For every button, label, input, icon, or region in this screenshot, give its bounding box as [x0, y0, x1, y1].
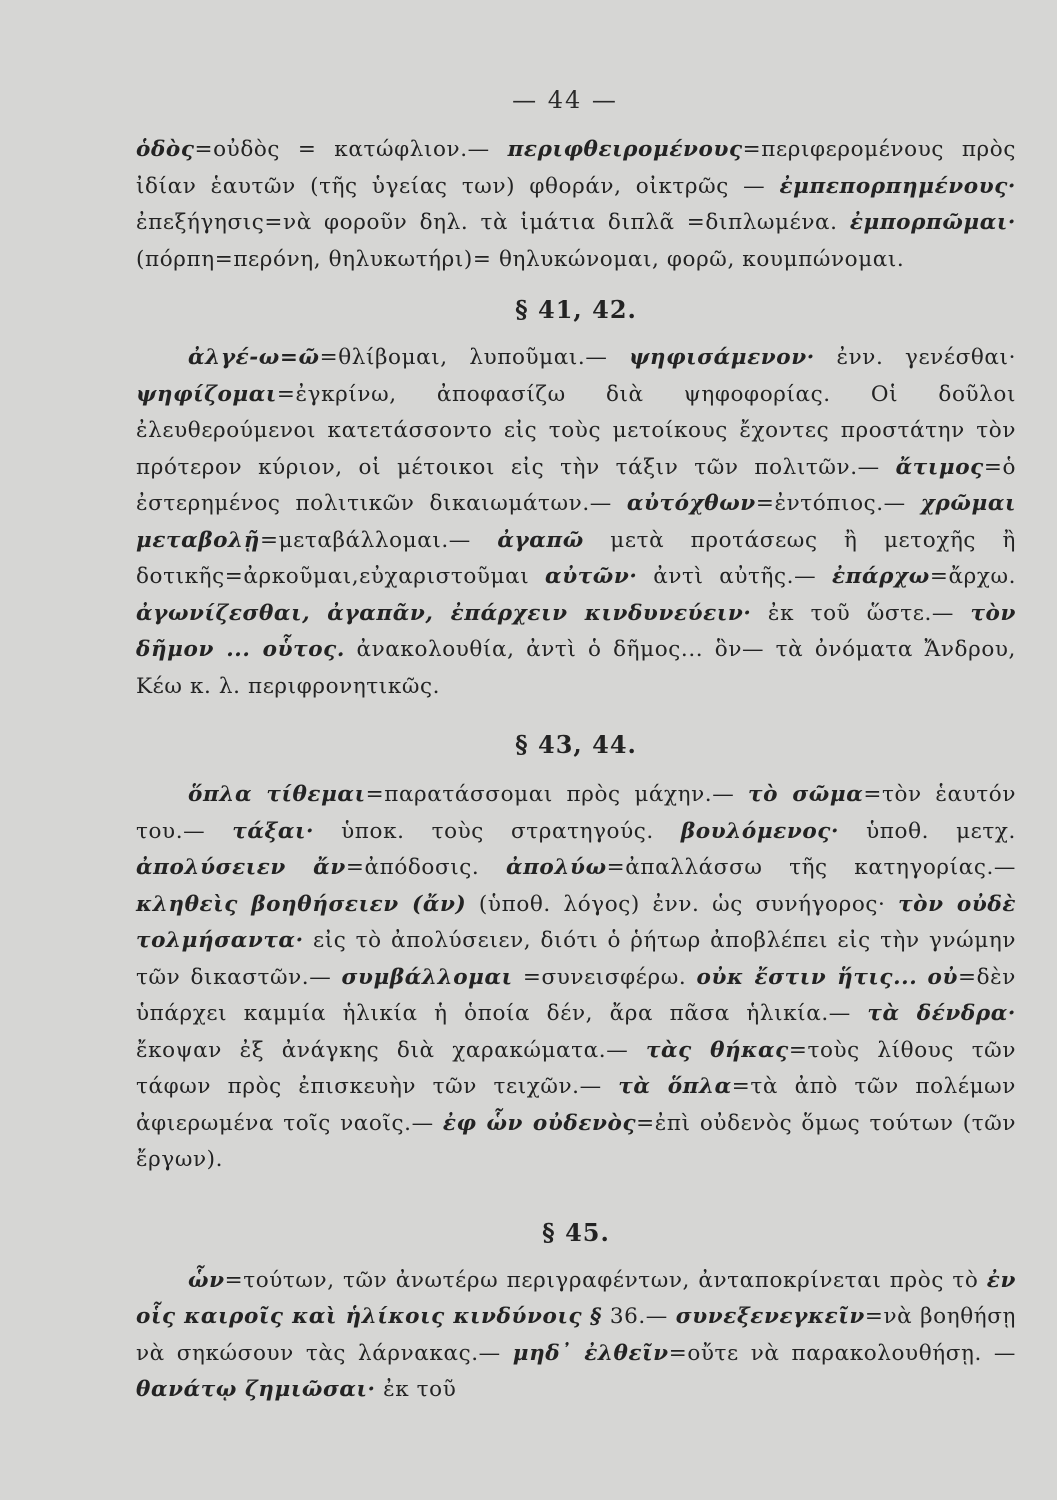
glossary-explanation: ὑποθ. μετχ. — [839, 818, 1016, 844]
glossary-explanation: =ἀπόδοσις. — [345, 855, 506, 880]
glossary-term: ἐμπορπῶμαι· — [849, 210, 1016, 235]
glossary-term: ἀλγέ-ω=ῶ — [188, 345, 320, 370]
section-heading-41-42: § 41, 42. — [515, 295, 637, 324]
glossary-explanation: =ἐπὶ οὐδενὸς ὅμως τούτων (τῶν ἔργων). — [136, 1110, 1017, 1172]
glossary-term: ψηφισάμενον· — [629, 345, 815, 370]
glossary-explanation: =δὲν ὑπάρχει καμμία ἡλικία ἡ ὁποία δέν, ἄρα πᾶσα ἡλικία.— — [136, 964, 1016, 1026]
glossary-paragraph-intro — [136, 132, 1016, 278]
glossary-explanation: ἀνακολουθία, ἀντὶ ὁ δῆμος... ὃν— τὰ ὀνόματα Ἄνδρου, Κέω κ. λ. περιφρονητικῶς. — [136, 637, 1016, 699]
page-content — [136, 132, 1016, 1409]
glossary-term: ἀπολύσειεν ἄν — [136, 855, 346, 880]
glossary-explanation: =ἐγκρίνω, ἀποφασίζω διὰ ψηφοφορίας. Οἱ δοῦλοι ἐλευθερούμενοι κατετάσσοντο εἰς τοὺς μετοίκους ἔχοντες προστάτην τὸν πρότερον κύριον, οἱ μέτοικοι εἰς τὴν τάξιν τῶν πολιτῶν.— — [136, 381, 1016, 480]
glossary-term: μηδ᾽ ἐλθεῖν — [512, 1340, 669, 1366]
glossary-explanation: =θλίβομαι, λυποῦμαι.— — [319, 345, 630, 370]
glossary-term: οὐκ ἔστιν ἥτις... — [696, 964, 918, 990]
glossary-term: ὧν — [188, 1267, 225, 1293]
glossary-term: ἐπάρχω — [831, 564, 930, 589]
glossary-explanation: =ὁ ἐστερημένος πολιτικῶν δικαιωμάτων.— — [136, 454, 1016, 516]
glossary-term: ἀπολύω — [505, 855, 607, 880]
glossary-term: ἐφ ὧν οὐδενὸς — [442, 1110, 637, 1136]
glossary-term: τὰ δένδρα· — [867, 1001, 1017, 1026]
glossary-term: αὐτόχθων — [626, 491, 756, 516]
glossary-explanation: =ἐντόπιος.— — [755, 491, 921, 516]
glossary-term: ἀγαπῶ — [497, 527, 584, 553]
glossary-explanation: 36.— — [601, 1304, 676, 1329]
page-number: — 44 — — [512, 86, 618, 114]
glossary-explanation: ἐπεξήγησις=νὰ φοροῦν δηλ. τὰ ἱμάτια διπλᾶ =διπλωμένα. — [136, 210, 850, 235]
glossary-explanation: =συνεισφέρω. — [512, 964, 697, 990]
glossary-explanation: ἐνν. γενέσθαι· — [814, 345, 1016, 370]
glossary-term: τὸν δῆμον ... οὗτος. — [136, 600, 1017, 662]
glossary-explanation: =παρατάσσομαι πρὸς μάχην.— — [365, 782, 749, 807]
glossary-term: κληθεὶς βοηθήσειεν (ἄν) — [136, 891, 467, 917]
glossary-explanation: =τούτων, τῶν ἀνωτέρω περιγραφέντων, ἀνταποκρίνεται πρὸς τὸ — [224, 1267, 987, 1293]
glossary-term: χρῶμαι μεταβολῇ — [136, 491, 1016, 553]
glossary-term: § — [590, 1304, 602, 1329]
glossary-term: ἄτιμος — [895, 454, 984, 480]
glossary-term: τάξαι· — [232, 818, 315, 844]
glossary-term: ὅπλα τίθεμαι — [188, 782, 366, 807]
glossary-explanation: =οὔτε νὰ παρακολουθήσῃ. — — [668, 1340, 1017, 1366]
glossary-explanation: =ἄρχω. — [929, 564, 1017, 589]
glossary-term: συμβάλλομαι — [341, 964, 513, 990]
glossary-term: οὐ — [927, 964, 959, 990]
glossary-explanation: =τοὺς λίθους τῶν τάφων πρὸς ἐπισκευὴν τῶν τειχῶν.— — [136, 1037, 1016, 1099]
glossary-term: τὸ σῶμα — [748, 782, 864, 807]
section-heading-43-44: § 43, 44. — [515, 730, 637, 759]
glossary-explanation: =περιφερομένους πρὸς ἰδίαν ἑαυτῶν (τῆς ὑγείας των) φθοράν, οἰκτρῶς — — [136, 137, 1016, 199]
glossary-explanation: ἐκ τοῦ — [375, 1377, 457, 1402]
glossary-explanation: =οὐδὸς = κατώφλιον.— — [194, 137, 508, 162]
glossary-term: συνεξενεγκεῖν — [675, 1304, 865, 1329]
glossary-term: ψηφίζομαι — [136, 381, 277, 407]
section-heading-45: § 45. — [542, 1217, 610, 1247]
glossary-term: ἐμπεπορπημένους· — [779, 173, 1016, 199]
glossary-paragraph-43-44 — [136, 777, 1016, 1179]
glossary-term: θανάτῳ ζημιῶσαι· — [136, 1377, 376, 1402]
glossary-explanation — [582, 1304, 590, 1329]
glossary-explanation: =νὰ βοηθήσῃ νὰ σηκώσουν τὰς λάρνακας.— — [136, 1304, 1016, 1366]
glossary-term: τὸν οὐδὲ τολμήσαντα· — [136, 891, 1017, 953]
glossary-explanation: ἔκοψαν ἐξ ἀνάγκης διὰ χαρακώματα.— — [136, 1037, 646, 1063]
glossary-term: ἐν οἷς καιροῖς καὶ ἡλίκοις κινδύνοις — [136, 1267, 1016, 1329]
glossary-explanation: =μεταβάλλομαι.— — [259, 527, 498, 553]
glossary-term: τὰ ὅπλα — [618, 1074, 732, 1099]
glossary-explanation: ἐκ τοῦ ὥστε.— — [751, 600, 971, 626]
glossary-term: ὁδὸς — [136, 137, 195, 162]
glossary-explanation — [917, 965, 927, 990]
glossary-term: περιφθειρομένους — [507, 137, 743, 162]
glossary-explanation: =ἀπαλλάσσω τῆς κατηγορίας.— — [606, 855, 1016, 880]
glossary-explanation: εἰς τὸ ἀπολύσειεν, διότι ὁ ῥήτωρ ἀποβλέπει εἰς τὴν γνώμην τῶν δικαστῶν.— — [136, 928, 1016, 990]
glossary-explanation: (πόρπη=περόνη, θηλυκωτήρι)= θηλυκώνομαι, φορῶ, κουμπώνομαι. — [136, 246, 905, 272]
glossary-explanation: μετὰ προτάσεως ἢ μετοχῆς ἢ δοτικῆς=ἀρκοῦμαι,εὐχαριστοῦμαι — [136, 527, 1016, 589]
glossary-term: τὰς θήκας — [645, 1037, 789, 1063]
glossary-explanation: ἀντὶ αὐτῆς.— — [637, 564, 832, 589]
glossary-explanation: =τὰ ἀπὸ τῶν πολέμων ἀφιερωμένα τοῖς ναοῖς.— — [136, 1074, 1016, 1136]
glossary-paragraph-41-42 — [136, 340, 1016, 705]
glossary-term: αὐτῶν· — [545, 564, 638, 589]
glossary-explanation: ὑποκ. τοὺς στρατηγούς. — [314, 818, 681, 844]
glossary-paragraph-45 — [136, 1263, 1016, 1409]
glossary-explanation: =τὸν ἑαυτόν του.— — [136, 782, 1016, 844]
glossary-explanation: (ὑποθ. λόγος) ἐνν. ὡς συνήγορος· — [466, 891, 899, 917]
glossary-term: ἀγωνίζεσθαι, ἀγαπᾶν, ἐπάρχειν κινδυνεύειν· — [136, 600, 752, 626]
glossary-term: βουλόμενος· — [680, 818, 840, 844]
